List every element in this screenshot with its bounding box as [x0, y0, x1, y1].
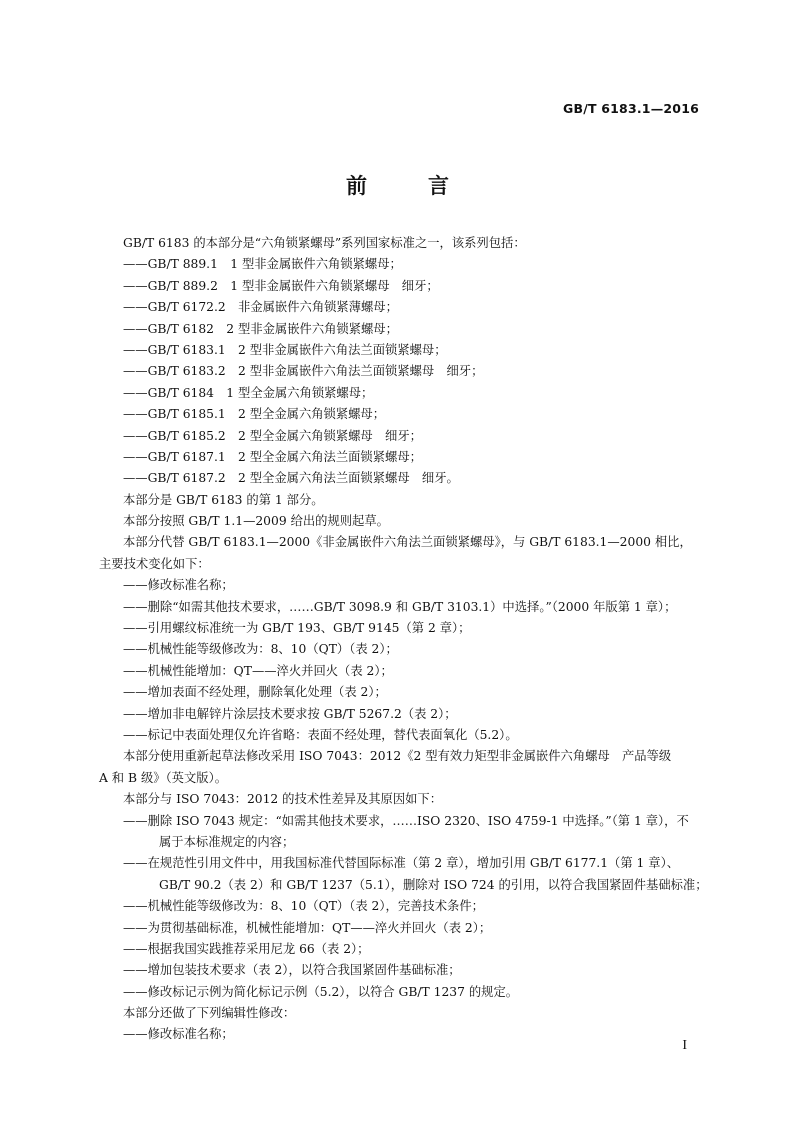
list-item-line: ——根据我国实践推荐采用尼龙 66（表 2）； [123, 941, 370, 956]
standard-code: GB/T 6183.1—2016 [563, 101, 699, 116]
list-item-line: ——删除“如需其他技术要求，……GB/T 3098.9 和 GB/T 3103.1）中选择。”（2000 年版第 1 章）； [123, 599, 677, 614]
list-item-line: ——增加包装技术要求（表 2），以符合我国紧固件基础标准； [123, 963, 461, 978]
list-item-line: ——GB/T 6183.2 2 型非金属嵌件六角法兰面锁紧螺母 细牙； [123, 364, 484, 379]
paragraph-line: 本部分与 ISO 7043：2012 的技术性差异及其原因如下： [123, 792, 443, 807]
list-item-line: ——机械性能等级修改为：8、10（QT）（表 2）； [123, 642, 398, 657]
list-item-line: ——GB/T 6185.2 2 型全金属六角锁紧螺母 细牙； [123, 428, 422, 443]
list-item-line: ——引用螺纹标准统一为 GB/T 193、GB/T 9145（第 2 章）； [123, 621, 471, 636]
list-item-line: ——修改标准名称； [123, 1027, 234, 1042]
paragraph-line: 主要技术变化如下： [99, 556, 210, 571]
paragraph-line: 本部分还做了下列编辑性修改： [123, 1006, 296, 1021]
list-item-line: ——增加非电解锌片涂层技术要求按 GB/T 5267.2（表 2）； [123, 706, 457, 721]
paragraph-line: 本部分是 GB/T 6183 的第 1 部分。 [123, 492, 324, 507]
list-item-line: ——GB/T 6172.2 非金属嵌件六角锁紧薄螺母； [123, 300, 398, 315]
paragraph-line: 本部分按照 GB/T 1.1—2009 给出的规则起草。 [123, 514, 389, 529]
list-item-line: ——删除 ISO 7043 规定：“如需其他技术要求，……ISO 2320、ISO 4759-1 中选择。”（第 1 章），不 [123, 813, 689, 828]
paragraph-line: A 和 B 级》（英文版）。 [99, 770, 228, 785]
list-item-line: ——修改标记示例为简化标记示例（5.2），以符合 GB/T 1237 的规定。 [123, 984, 519, 999]
page-number: I [682, 1038, 687, 1053]
list-item-line: ——GB/T 6182 2 型非金属嵌件六角锁紧螺母； [123, 321, 398, 336]
list-item-line: ——GB/T 6187.1 2 型全金属六角法兰面锁紧螺母； [123, 449, 422, 464]
paragraph-line: 本部分使用重新起草法修改采用 ISO 7043：2012《2 型有效力矩型非金属嵌件六角螺母 产品等级 [123, 749, 672, 764]
list-item-line: ——机械性能增加：QT——淬火并回火（表 2）； [123, 663, 393, 678]
list-item-line: ——为贯彻基础标准，机械性能增加：QT——淬火并回火（表 2）； [123, 920, 492, 935]
paragraph-line: GB/T 6183 的本部分是“六角锁紧螺母”系列国家标准之一，该系列包括： [123, 236, 526, 250]
list-item-line: ——标记中表面处理仅允许省略：表面不经处理，替代表面氧化（5.2）。 [123, 727, 518, 742]
list-item-line: 属于本标准规定的内容； [159, 834, 295, 849]
list-item-line: ——GB/T 6185.1 2 型全金属六角锁紧螺母； [123, 407, 386, 422]
list-item-line: GB/T 90.2（表 2）和 GB/T 1237（5.1），删除对 ISO 724 的引用，以符合我国紧固件基础标准； [159, 877, 708, 892]
foreword-body [99, 233, 711, 1046]
list-item-line: ——机械性能等级修改为：8、10（QT）（表 2），完善技术条件； [123, 899, 484, 914]
list-item-line: ——在规范性引用文件中，用我国标准代替国际标准（第 2 章），增加引用 GB/T 6177.1（第 1 章）、 [123, 856, 680, 871]
list-item-line: ——GB/T 6183.1 2 型非金属嵌件六角法兰面锁紧螺母； [123, 342, 447, 357]
paragraph-line: 本部分代替 GB/T 6183.1—2000《非金属嵌件六角法兰面锁紧螺母》，与 GB/T 6183.1—2000 相比， [123, 535, 692, 550]
list-item-line: ——修改标准名称； [123, 578, 234, 593]
list-item-line: ——增加表面不经处理，删除氧化处理（表 2）； [123, 685, 387, 700]
list-item-line: ——GB/T 889.1 1 型非金属嵌件六角锁紧螺母； [123, 257, 402, 272]
list-item-line: ——GB/T 6184 1 型全金属六角锁紧螺母； [123, 385, 374, 400]
page-title: 前 言 [346, 174, 469, 198]
list-item-line: ——GB/T 6187.2 2 型全金属六角法兰面锁紧螺母 细牙。 [123, 471, 459, 486]
list-item-line: ——GB/T 889.2 1 型非金属嵌件六角锁紧螺母 细牙； [123, 278, 439, 293]
